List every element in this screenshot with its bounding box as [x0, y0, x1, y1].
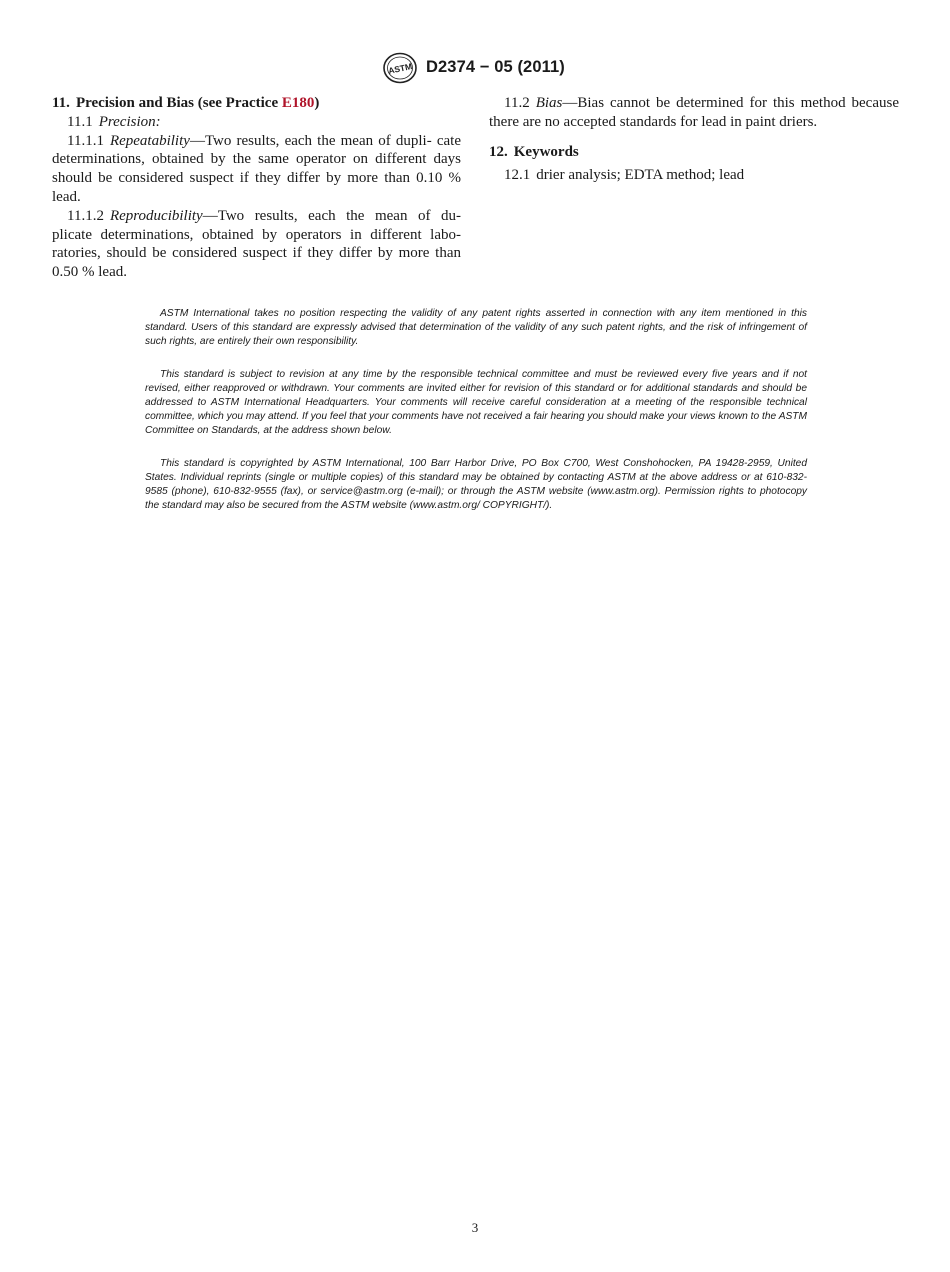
- revision-notice: This standard is subject to revision at any time by the responsible technical committee and must be reviewed every five years and if not revised, either reapproved or withdrawn. Your comments are invited either for revision of this standard or for additional standards and should be addressed to ASTM International Headquarters. Your comments will receive careful consideration at a meeting of the responsible technical committee, which you may attend. If you feel that your comments have not received a fair hearing you should make your views known to the ASTM Committee on Standards, at the address shown below.: [145, 369, 807, 436]
- paragraph-label: Reproducibility: [109, 207, 203, 224]
- paragraph-text: —Two results, each the mean of dupli- cate determinations, obtained by the same operator on different days should be considered suspect if they differ by more than 0.10 % lead.: [52, 132, 461, 205]
- astm-logo: [382, 52, 418, 84]
- paragraph-number: 12.1: [504, 167, 531, 184]
- page-header: [0, 52, 950, 86]
- paragraph-number: 11.1.2: [67, 207, 104, 224]
- e180-reference-link[interactable]: E180: [281, 95, 315, 111]
- section-title-end: ): [314, 95, 320, 111]
- right-column: [489, 94, 899, 185]
- section-number: 12.: [489, 143, 508, 160]
- section-12-heading: [489, 143, 899, 162]
- copyright-notice: This standard is copyrighted by ASTM International, 100 Barr Harbor Drive, PO Box C700, West Conshohocken, PA 19428-2959, United States. Individual reprints (single or multiple copies) of this standard may be obtained by contacting ASTM at the above address or at 610-832-9585 (phone), 610-832-9555 (fax), or service@astm.org (e-mail); or through the ASTM website (www.astm.org). Permission rights to photocopy the standard may also be secured from the ASTM website (www.astm.org/ COPYRIGHT/).: [145, 458, 807, 511]
- paragraph-label: Bias: [535, 95, 563, 111]
- section-title: Precision and Bias (see Practice: [75, 95, 282, 111]
- section-number: 11.: [52, 95, 70, 111]
- paragraph-11-1-1: [52, 132, 461, 207]
- paragraph-number: 11.1: [67, 113, 93, 130]
- standard-designation: D2374 − 05 (2011): [426, 58, 565, 76]
- astm-notices: [145, 307, 807, 532]
- patent-notice: ASTM International takes no position respecting the validity of any patent rights asserted in connection with any item mentioned in this standard. Users of this standard are expressly advised that determination of the validity of any such patent rights, and the risk of infringement of such rights, are entirely their own responsibility.: [145, 308, 807, 347]
- paragraph-label: Precision:: [98, 113, 161, 130]
- paragraph-11-1: [52, 113, 461, 132]
- paragraph-text: —Two results, each the mean of du- plicate determinations, obtained by operators in different labo- ratories, should be considered suspect if they differ by more than 0.50 % lead.: [52, 207, 461, 281]
- paragraph-12-1: [489, 166, 899, 185]
- section-11-heading: [52, 94, 461, 113]
- paragraph-text: —Bias cannot be determined for this method because there are no accepted standards for lead in paint driers.: [489, 95, 899, 130]
- paragraph-number: 11.1.1: [67, 132, 104, 149]
- paragraph-number: 11.2: [504, 95, 530, 111]
- paragraph-label: Repeatability: [109, 132, 190, 149]
- paragraph-11-2: [489, 94, 899, 132]
- paragraph-11-1-2: [52, 207, 461, 282]
- page-number: 3: [471, 1220, 479, 1235]
- section-title: Keywords: [513, 143, 579, 160]
- keywords-text: drier analysis; EDTA method; lead: [536, 167, 745, 184]
- astm-logo-text: ASTM: [387, 61, 413, 76]
- left-column: [52, 94, 461, 282]
